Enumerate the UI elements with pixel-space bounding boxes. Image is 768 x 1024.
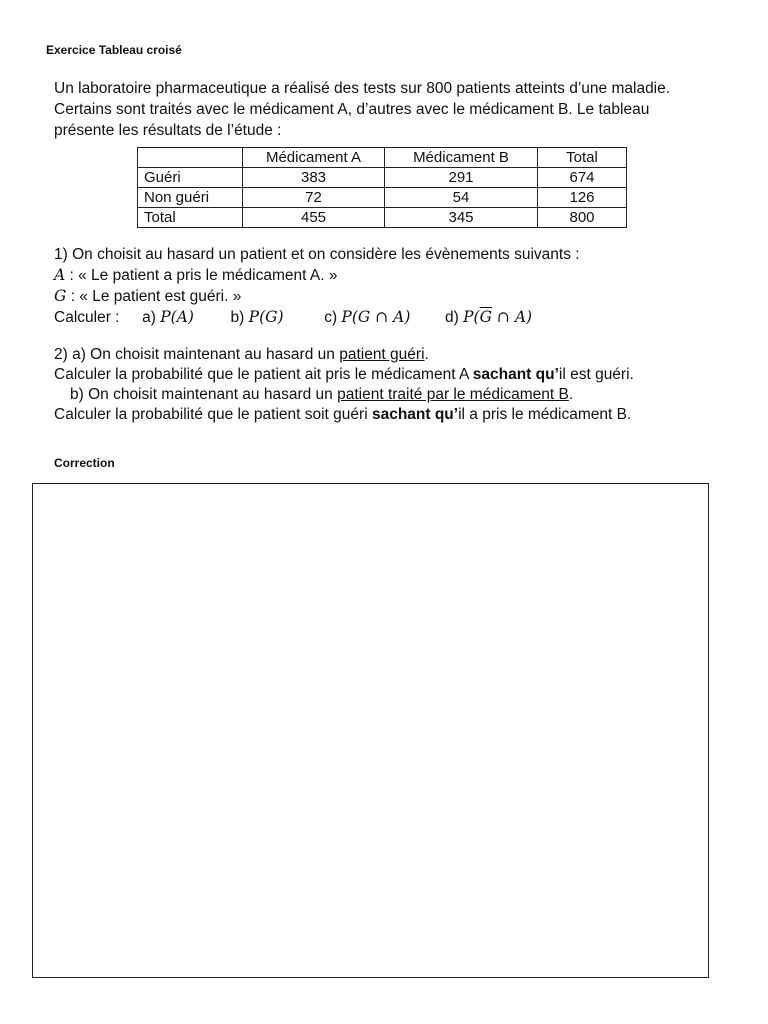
bold-text: sachant qu’: [472, 366, 559, 383]
cell-value: 455: [243, 208, 385, 228]
question-2b-calc: [54, 405, 744, 425]
table-row: [138, 168, 627, 188]
text-part: il est guéri.: [558, 366, 634, 383]
event-g-text: : « Le patient est guéri. »: [66, 288, 242, 305]
table-row: [138, 188, 627, 208]
text-part: 2) a) On choisit maintenant au hasard un: [54, 346, 340, 363]
bold-text: sachant qu’: [371, 406, 459, 423]
event-a-definition: [54, 265, 734, 286]
underlined-text: patient guéri: [339, 346, 425, 363]
table-header-medicament-b: Médicament B: [385, 148, 538, 168]
text-part: Calculer la probabilité que le patient ait pris le médicament A: [54, 366, 473, 383]
expr-part: ∩ A): [491, 308, 533, 326]
event-a-text: : « Le patient a pris le médicament A. »: [65, 267, 338, 284]
row-label: Guéri: [138, 168, 243, 188]
table-header-empty: [138, 148, 243, 168]
cell-value: 345: [385, 208, 538, 228]
question-1: [54, 245, 734, 328]
statement-line: présente les résultats de l’étude :: [54, 122, 282, 139]
statement-line: Certains sont traités avec le médicament A, d’autres avec le médicament B. Le tableau: [54, 101, 650, 118]
table-header-total: Total: [538, 148, 627, 168]
cell-value: 72: [243, 188, 385, 208]
underlined-text: patient traité par le médicament B: [337, 386, 569, 403]
correction-answer-box: [32, 483, 709, 978]
row-label: Total: [138, 208, 243, 228]
item-label: c): [324, 309, 338, 326]
text-part: Calculer la probabilité que le patient soit guéri: [54, 406, 372, 423]
event-g-symbol: G: [54, 287, 67, 305]
question-2a: [54, 345, 744, 365]
correction-heading: Correction: [54, 456, 115, 470]
cell-value: 674: [538, 168, 627, 188]
item-expression: P(G): [248, 308, 284, 326]
complement-g: $\overline{G}$: [479, 308, 492, 326]
event-a-symbol: A: [54, 266, 66, 284]
results-table: [137, 147, 627, 228]
calculate-line: [54, 307, 734, 328]
question-1-intro: 1) On choisit au hasard un patient et on considère les évènements suivants :: [54, 246, 580, 263]
cell-value: 800: [538, 208, 627, 228]
expr-part: P(: [463, 308, 480, 326]
item-expression: [463, 308, 532, 326]
text-part: .: [568, 386, 574, 403]
cell-value: 126: [538, 188, 627, 208]
item-label: d): [445, 309, 459, 326]
statement-line: Un laboratoire pharmaceutique a réalisé des tests sur 800 patients atteints d’une maladie.: [54, 80, 671, 97]
table-header-medicament-a: Médicament A: [243, 148, 385, 168]
cell-value: 383: [243, 168, 385, 188]
cell-value: 54: [385, 188, 538, 208]
item-label: b): [230, 309, 245, 326]
cell-value: 291: [385, 168, 538, 188]
problem-statement: [54, 78, 734, 141]
table-header-row: [138, 148, 627, 168]
table-row: [138, 208, 627, 228]
question-2: [54, 345, 744, 425]
text-part: .: [424, 346, 429, 363]
text-part: b) On choisit maintenant au hasard un: [70, 386, 338, 403]
item-expression: P(A): [160, 308, 194, 326]
exercise-title: Exercice Tableau croisé: [46, 43, 182, 57]
item-label: a): [142, 309, 156, 326]
text-part: il a pris le médicament B.: [458, 406, 632, 423]
item-expression: P(G ∩ A): [341, 308, 411, 326]
question-2a-calc: [54, 365, 744, 385]
event-g-definition: [54, 286, 734, 307]
row-label: Non guéri: [138, 188, 243, 208]
question-2b: [54, 385, 744, 405]
calculate-label: Calculer :: [54, 309, 120, 326]
